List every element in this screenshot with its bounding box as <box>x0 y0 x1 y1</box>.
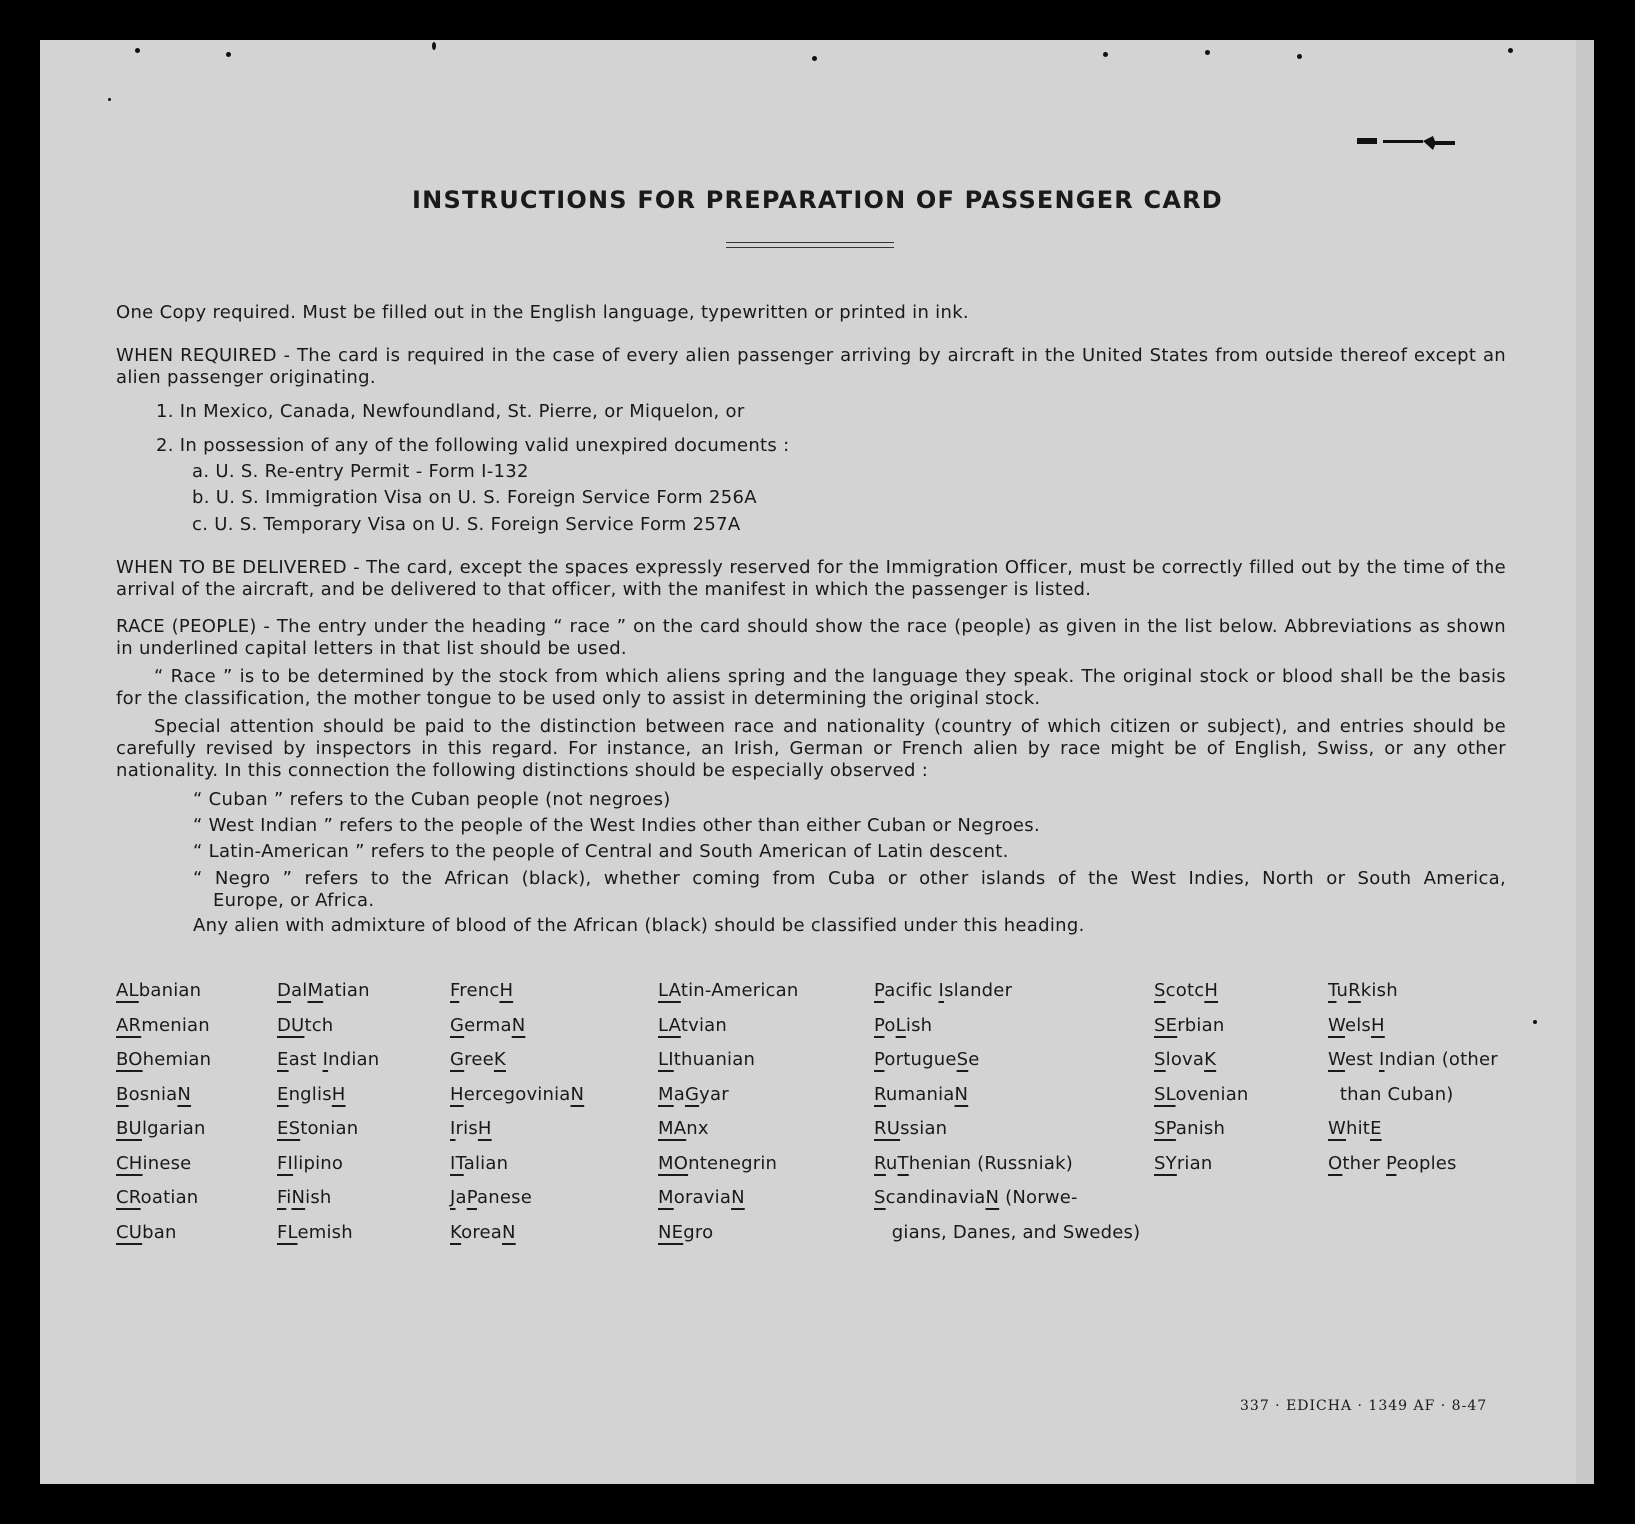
race-entry: ARmenian <box>116 1014 210 1036</box>
speck <box>1297 54 1302 59</box>
race-entry: PortugueSe <box>874 1049 980 1070</box>
speck <box>812 56 817 61</box>
race-entry: JaPanese <box>450 1187 532 1208</box>
race-entry: SPanish <box>1154 1118 1226 1139</box>
race-entry: SlovaK <box>1154 1049 1217 1070</box>
race-entry: NEgro <box>658 1221 714 1243</box>
speck <box>135 48 140 53</box>
race-entry: RumaniaN <box>874 1083 969 1105</box>
race-entry: ScandinaviaN (Norwe- <box>874 1187 1078 1208</box>
speck <box>432 42 436 50</box>
speck <box>1533 1020 1537 1024</box>
race-definition-text: “ Race ” is to be determined by the stock from which aliens spring and the language they speak. The original stock or blood shall be the basis for the classification, the mother tongue to be used only to assist in determining the original stock. <box>116 666 1506 709</box>
race-entry: SYrian <box>1154 1152 1213 1174</box>
speck <box>1205 50 1210 55</box>
race-entry: FrencH <box>450 980 514 1001</box>
speck <box>108 98 111 101</box>
item-2b: b. U. S. Immigration Visa on U. S. Foreign Service Form 256A <box>192 487 757 508</box>
title-rule <box>726 242 894 243</box>
race-entry: East Indian <box>277 1049 380 1070</box>
race-entry: EnglisH <box>277 1083 346 1105</box>
race-entry: MoraviaN <box>658 1187 745 1208</box>
distinction-cuban: “ Cuban ” refers to the Cuban people (not negroes) <box>193 789 671 810</box>
race-entry: LIthuanian <box>658 1049 756 1070</box>
form-number: 337 · EDICHA · 1349 AF · 8-47 <box>1240 1398 1488 1414</box>
race-entry: FiNish <box>277 1187 332 1208</box>
item-2a: a. U. S. Re-entry Permit - Form I-132 <box>192 461 529 482</box>
race-entry: DalMatian <box>277 980 370 1001</box>
race-entry: GreeK <box>450 1049 506 1070</box>
race-entry: MOntenegrin <box>658 1152 778 1174</box>
airplane-icon <box>1355 128 1455 158</box>
item-2: 2. In possession of any of the following valid unexpired documents : <box>156 435 790 456</box>
race-entry: KoreaN <box>450 1221 516 1243</box>
race-entry: CRoatian <box>116 1187 199 1208</box>
item-1: 1. In Mexico, Canada, Newfoundland, St. Pierre, or Miquelon, or <box>156 401 745 422</box>
special-attention-text: Special attention should be paid to the distinction between race and nationality (country of which citizen or subject), and entries should be carefully revised by inspectors in this regard. For instance, an Irish, German or French alien by race might be of English, Swiss, or any other nationality. In this connection the following distinctions should be especially observed : <box>116 716 1506 781</box>
race-entry: RuThenian (Russniak) <box>874 1152 1073 1174</box>
intro-text: One Copy required. Must be filled out in the English language, typewritten or printed in ink. <box>116 302 969 323</box>
race-entry: SLovenian <box>1154 1083 1249 1105</box>
race-entry: LAtvian <box>658 1014 727 1036</box>
race-entry: CHinese <box>116 1152 192 1174</box>
race-entry: EStonian <box>277 1118 359 1139</box>
distinction-negro: “ Negro ” refers to the African (black), whether coming from Cuba or other islands of the West Indies, North or South America, <box>193 868 1506 889</box>
page-title: INSTRUCTIONS FOR PREPARATION OF PASSENGER CARD <box>412 186 1223 214</box>
race-entry: BosniaN <box>116 1083 192 1105</box>
when-delivered-text: WHEN TO BE DELIVERED - The card, except the spaces expressly reserved for the Immigration Officer, must be correctly filled out by the time of the arrival of the aircraft, and be delivered to that officer, with the manifest in which the passenger is listed. <box>116 557 1506 600</box>
race-entry: ALbanian <box>116 980 202 1001</box>
page-edge <box>1576 40 1594 1484</box>
distinction-negro-cont: Europe, or Africa. <box>213 890 375 911</box>
race-entry: FIlipino <box>277 1152 344 1174</box>
race-entry: WelsH <box>1328 1014 1385 1036</box>
speck <box>1103 52 1108 57</box>
race-entry: FLemish <box>277 1221 353 1243</box>
race-entry: CUban <box>116 1221 177 1243</box>
race-entry: BOhemian <box>116 1049 212 1070</box>
race-entry: DUtch <box>277 1014 334 1036</box>
race-entry: than Cuban) <box>1328 1083 1454 1105</box>
race-entry: Pacific Islander <box>874 980 1013 1001</box>
item-2c: c. U. S. Temporary Visa on U. S. Foreign Service Form 257A <box>192 514 741 535</box>
race-entry: MaGyar <box>658 1083 729 1105</box>
distinction-west-indian: “ West Indian ” refers to the people of the West Indies other than either Cuban or Negroes. <box>193 815 1040 836</box>
title-rule <box>726 247 894 248</box>
race-entry: West Indian (other <box>1328 1049 1498 1070</box>
race-entry: BUlgarian <box>116 1118 206 1139</box>
speck <box>226 52 231 57</box>
race-entry: RUssian <box>874 1118 948 1139</box>
race-entry: HercegoviniaN <box>450 1083 585 1105</box>
race-entry: IrisH <box>450 1118 492 1139</box>
when-required-text: WHEN REQUIRED - The card is required in the case of every alien passenger arriving by aircraft in the United States from outside thereof except an alien passenger originating. <box>116 345 1506 388</box>
race-entry: Other Peoples <box>1328 1152 1457 1174</box>
race-entry: ITalian <box>450 1152 509 1174</box>
race-entry: MAnx <box>658 1118 709 1139</box>
admixture-text: Any alien with admixture of blood of the African (black) should be classified under this heading. <box>193 915 1085 936</box>
race-entry: ScotcH <box>1154 980 1219 1001</box>
distinction-latin-american: “ Latin-American ” refers to the people of Central and South American of Latin descent. <box>193 841 1009 862</box>
race-entry: GermaN <box>450 1014 526 1036</box>
race-entry: SErbian <box>1154 1014 1225 1036</box>
race-entry: TuRkish <box>1328 980 1398 1001</box>
race-entry: gians, Danes, and Swedes) <box>874 1221 1141 1243</box>
speck <box>1508 48 1513 53</box>
race-intro-text: RACE (PEOPLE) - The entry under the heading “ race ” on the card should show the race (people) as given in the list below. Abbreviations as shown in underlined capital letters in that list should be used. <box>116 616 1506 659</box>
race-entry: WhitE <box>1328 1118 1382 1139</box>
race-entry: LAtin-American <box>658 980 799 1001</box>
race-entry: PoLish <box>874 1014 933 1036</box>
